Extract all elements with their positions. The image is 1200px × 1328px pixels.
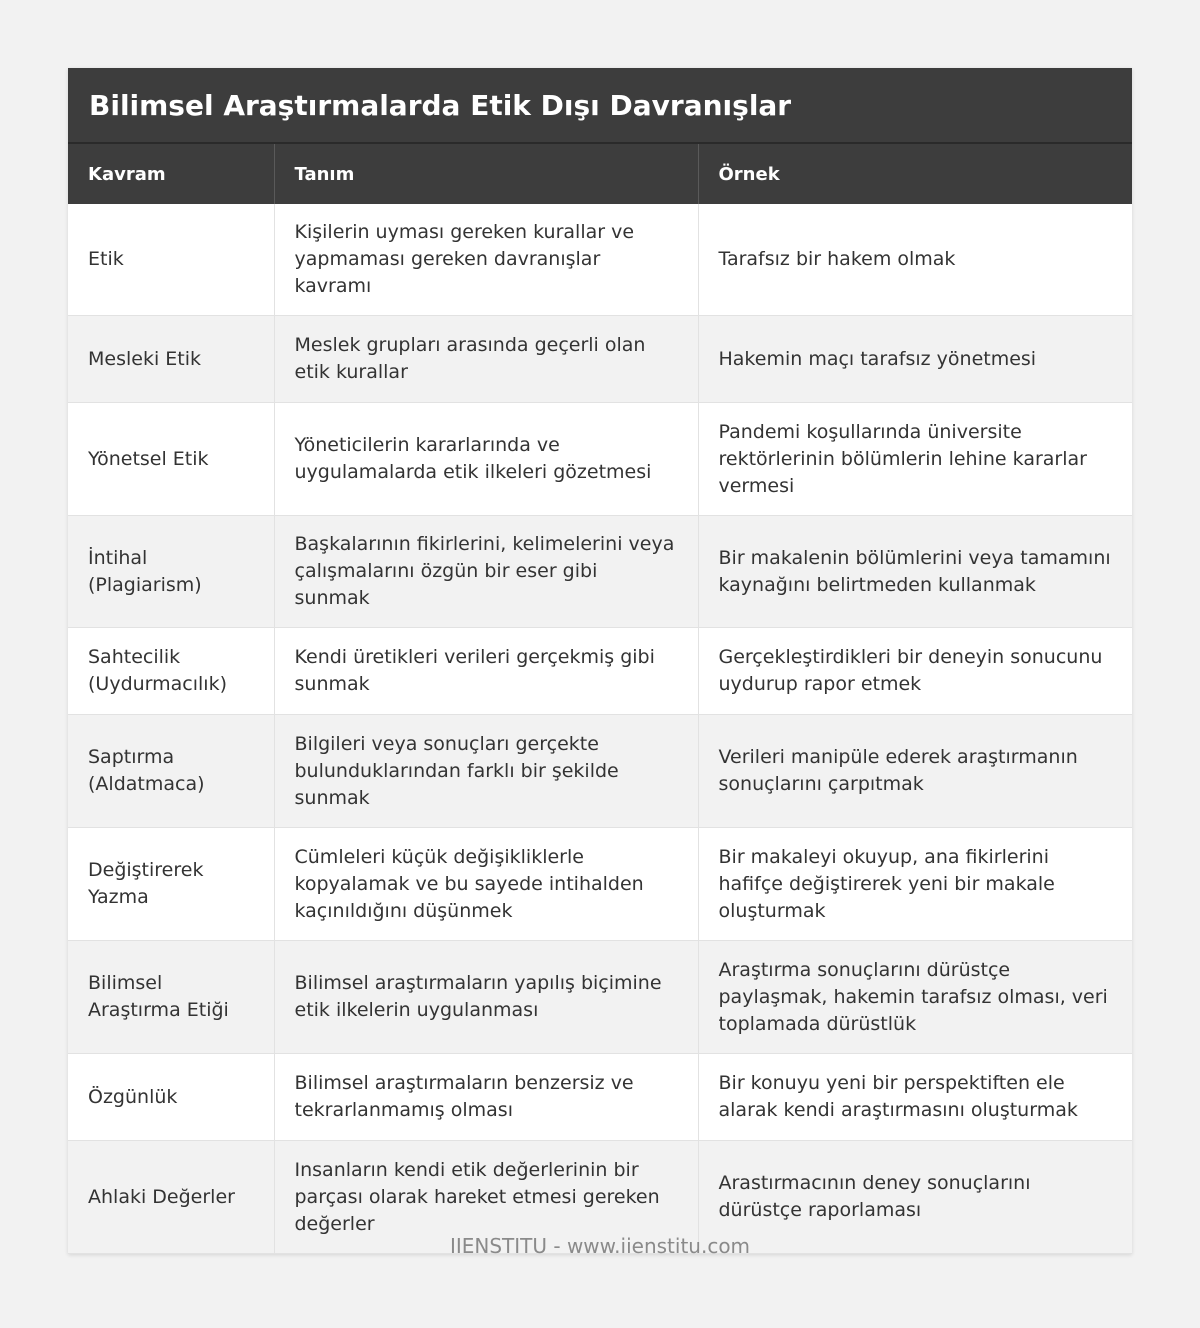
cell-tanim: Kişilerin uyması gereken kurallar ve yapmaması gereken davranışlar kavramı <box>274 204 698 316</box>
cell-kavram: Ahlaki Değerler <box>68 1141 274 1254</box>
footer-credit: IIENSTITU - www.iienstitu.com <box>449 1234 751 1258</box>
table-header-row <box>68 144 1132 204</box>
cell-tanim: Bilimsel araştırmaların yapılış biçimine etik ilkelerin uygulanması <box>274 941 698 1054</box>
table-row <box>68 941 1132 1054</box>
title-bar <box>68 68 1132 144</box>
table-card <box>68 68 1132 1254</box>
cell-kavram: Saptırma (Aldatmaca) <box>68 715 274 828</box>
table-row <box>68 403 1132 516</box>
table-row <box>68 316 1132 403</box>
table-row <box>68 628 1132 715</box>
table-row <box>68 516 1132 628</box>
header-ornek: Örnek <box>698 144 1132 204</box>
table-row <box>68 1054 1132 1141</box>
cell-ornek: Verileri manipüle ederek araştırmanın sonuçlarını çarpıtmak <box>698 715 1132 828</box>
cell-ornek: Bir konuyu yeni bir perspektiften ele alarak kendi araştırmasını oluşturmak <box>698 1054 1132 1141</box>
table-row <box>68 204 1132 316</box>
table-row <box>68 715 1132 828</box>
cell-tanim: Kendi üretikleri verileri gerçekmiş gibi sunmak <box>274 628 698 715</box>
cell-tanim: Insanların kendi etik değerlerinin bir parçası olarak hareket etmesi gereken değerler <box>274 1141 698 1254</box>
table-row <box>68 828 1132 941</box>
cell-tanim: Yöneticilerin kararlarında ve uygulamalarda etik ilkeleri gözetmesi <box>274 403 698 516</box>
concepts-table <box>68 144 1132 1254</box>
cell-ornek: Araştırma sonuçlarını dürüstçe paylaşmak, hakemin tarafsız olması, veri toplamada dürüstlük <box>698 941 1132 1054</box>
cell-kavram: Mesleki Etik <box>68 316 274 403</box>
cell-tanim: Başkalarının fikirlerini, kelimelerini veya çalışmalarını özgün bir eser gibi sunmak <box>274 516 698 628</box>
cell-ornek: Bir makalenin bölümlerini veya tamamını kaynağını belirtmeden kullanmak <box>698 516 1132 628</box>
cell-kavram: Yönetsel Etik <box>68 403 274 516</box>
page-title: Bilimsel Araştırmalarda Etik Dışı Davranışlar <box>89 88 792 122</box>
cell-tanim: Bilimsel araştırmaların benzersiz ve tekrarlanmamış olması <box>274 1054 698 1141</box>
cell-tanim: Meslek grupları arasında geçerli olan etik kurallar <box>274 316 698 403</box>
cell-kavram: Sahtecilik (Uydurmacılık) <box>68 628 274 715</box>
cell-kavram: İntihal (Plagiarism) <box>68 516 274 628</box>
cell-tanim: Bilgileri veya sonuçları gerçekte bulunduklarından farklı bir şekilde sunmak <box>274 715 698 828</box>
cell-ornek: Arastırmacının deney sonuçlarını dürüstçe raporlaması <box>698 1141 1132 1254</box>
cell-kavram: Değiştirerek Yazma <box>68 828 274 941</box>
header-tanim: Tanım <box>274 144 698 204</box>
cell-ornek: Bir makaleyi okuyup, ana fikirlerini hafifçe değiştirerek yeni bir makale oluşturmak <box>698 828 1132 941</box>
header-kavram: Kavram <box>68 144 274 204</box>
cell-ornek: Pandemi koşullarında üniversite rektörlerinin bölümlerin lehine kararlar vermesi <box>698 403 1132 516</box>
cell-ornek: Gerçekleştirdikleri bir deneyin sonucunu uydurup rapor etmek <box>698 628 1132 715</box>
cell-kavram: Özgünlük <box>68 1054 274 1141</box>
cell-kavram: Etik <box>68 204 274 316</box>
cell-kavram: Bilimsel Araştırma Etiği <box>68 941 274 1054</box>
cell-ornek: Tarafsız bir hakem olmak <box>698 204 1132 316</box>
cell-ornek: Hakemin maçı tarafsız yönetmesi <box>698 316 1132 403</box>
cell-tanim: Cümleleri küçük değişikliklerle kopyalamak ve bu sayede intihalden kaçınıldığını düşünmek <box>274 828 698 941</box>
